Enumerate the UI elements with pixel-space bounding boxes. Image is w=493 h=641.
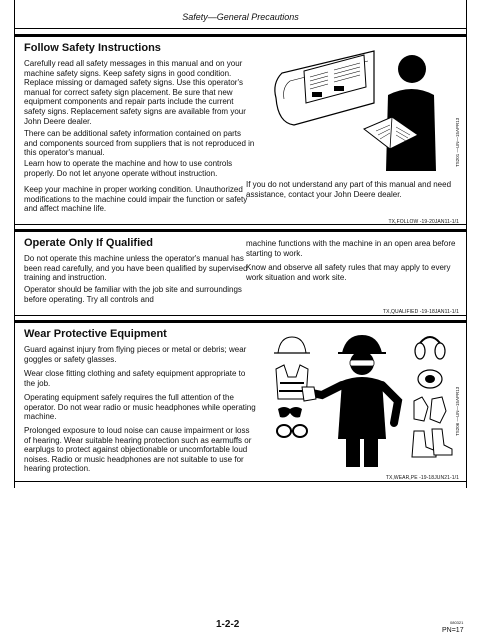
section-reference: TX,QUALIFIED -19-18JAN11-1/1 — [382, 309, 459, 315]
section-wear-protective — [14, 320, 467, 482]
paragraph: Keep your machine in proper working condition. Unauthorized modifications to the machine could impair the function or safety and affect machine life. — [24, 185, 248, 214]
right-paragraph: machine functions with the machine in an open area before starting to work. — [246, 239, 456, 258]
figure-id: TS201 —UN—15APR13 — [455, 117, 460, 167]
page-number: 1-2-2 — [216, 619, 240, 630]
section-reference: TX,FOLLOW -19-20JAN11-1/1 — [388, 219, 459, 225]
footer-pn: PN=17 — [442, 627, 464, 634]
reading-manual-illustration — [264, 43, 454, 178]
paragraph: Operator should be familiar with the job site and surroundings before operating. Try all controls and — [24, 285, 242, 304]
header-rule — [14, 28, 467, 29]
protective-equipment-illustration — [262, 327, 454, 473]
paragraph: Prolonged exposure to loud noise can cause impairment or loss of hearing. Wear suitable hearing protection such as earmuffs or earplugs to protect against objectionable or uncomfortable loud noises. Radio or music headphones are not suitable to use for hearing protection. — [24, 426, 252, 474]
page-header-title: Safety—General Precautions — [182, 12, 299, 22]
figure-id: TS206 —UN—15APR13 — [455, 386, 460, 436]
section-title: Wear Protective Equipment — [24, 328, 167, 340]
footer-code: 080321 — [450, 620, 464, 625]
paragraph: Learn how to operate the machine and how to use controls properly. Do not let anyone operate without instruction. — [24, 159, 233, 178]
section-title: Operate Only If Qualified — [24, 237, 153, 249]
section-operate-qualified — [14, 229, 467, 316]
section-follow-safety — [14, 34, 467, 225]
paragraph: Guard against injury from flying pieces or metal or debris; wear goggles or safety glasses. — [24, 345, 247, 364]
section-reference: TX,WEAR,PE -19-18JUN21-1/1 — [385, 475, 459, 481]
paragraph: Wear close fitting clothing and safety equipment appropriate to the job. — [24, 369, 246, 388]
paragraph: Operating equipment safely requires the full attention of the operator. Do not wear radio or music headphones while operating machine. — [24, 393, 256, 422]
paragraph: Carefully read all safety messages in this manual and on your machine safety signs. Keep safety signs in good condition. Replace missing or damaged safety signs. Use this operator's manual for correct safety sign placement. Be sure that new equipment components and repair parts include the current safety signs. Replacement safety signs are available from your John Deere dealer. — [24, 59, 246, 126]
section-title: Follow Safety Instructions — [24, 42, 161, 54]
right-paragraph: Know and observe all safety rules that may apply to every work situation and work site. — [246, 263, 451, 282]
right-paragraph: If you do not understand any part of this manual and need assistance, contact your John Deere dealer. — [246, 180, 452, 199]
paragraph: There can be additional safety information contained on parts and components sourced from suppliers that is not reproduced in this operator's manual. — [24, 129, 255, 158]
paragraph: Do not operate this machine unless the operator's manual has been read carefully, and you have been qualified by supervised training and instruction. — [24, 254, 248, 283]
